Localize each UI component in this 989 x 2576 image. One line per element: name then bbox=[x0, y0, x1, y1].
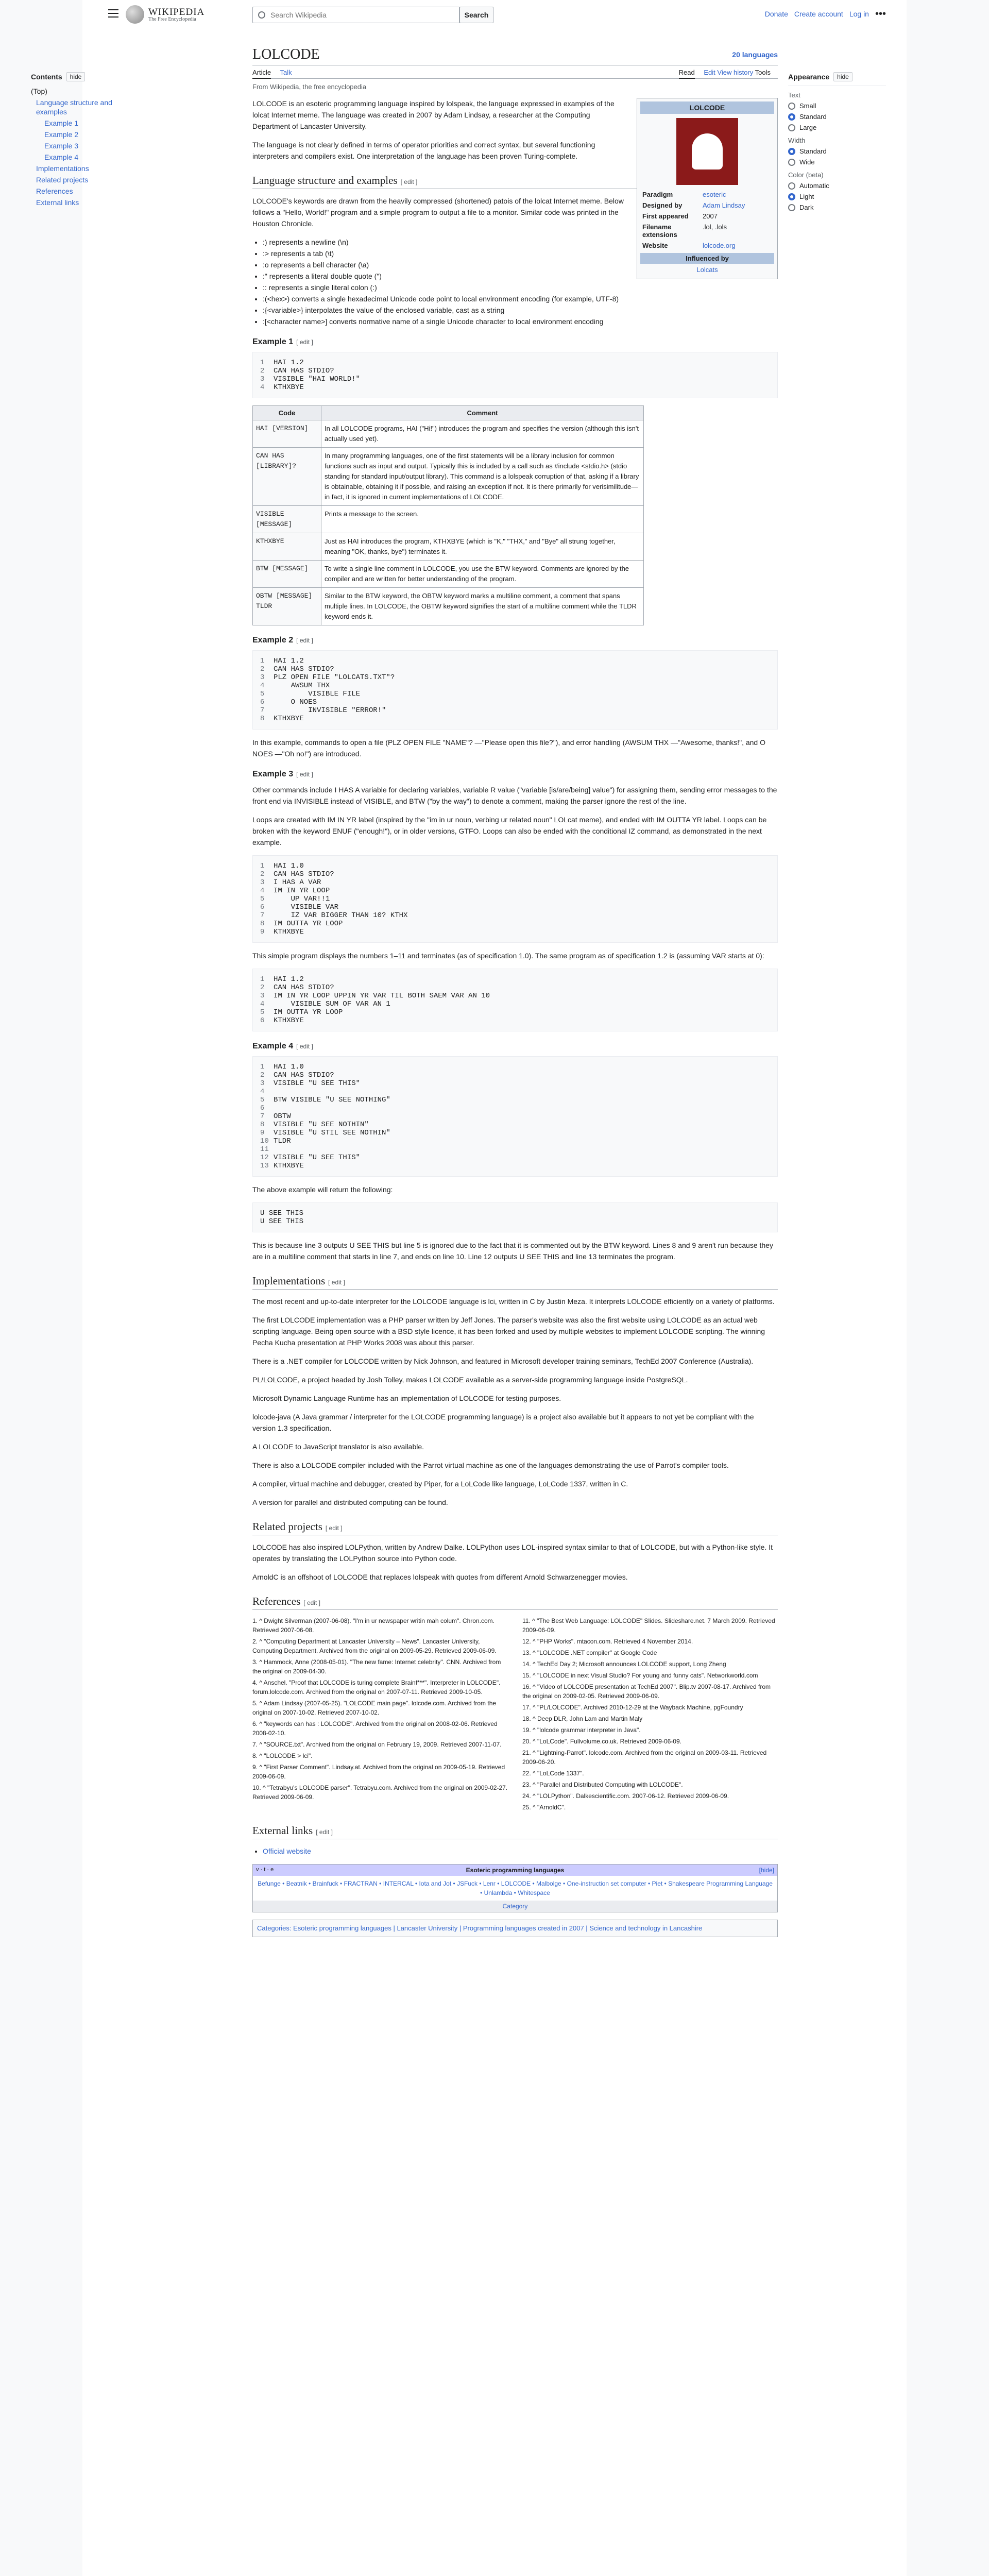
width-standard[interactable]: Standard bbox=[788, 147, 886, 155]
code-line: 2 CAN HAS STDIO? bbox=[260, 367, 334, 375]
login-link[interactable]: Log in bbox=[849, 10, 869, 18]
navbox-links[interactable]: Befunge • Beatnik • Brainfuck • FRACTRAN • INTERCAL • Iota and Jot • JSFuck • Lenr • LOLCODE • Malbolge • One-instruction set computer • Piet • Shakespeare Programming Language • Unlambda • Whitespace bbox=[258, 1880, 773, 1896]
toc-item[interactable]: Related projects bbox=[36, 176, 89, 184]
reference-item: 24. ^ "LOLPython". Dalkescientific.com. 2007-06-12. Retrieved 2009-06-09. bbox=[522, 1792, 729, 1800]
search-icon bbox=[258, 11, 265, 19]
create-account-link[interactable]: Create account bbox=[794, 10, 843, 18]
edit-link[interactable]: [ edit ] bbox=[316, 1828, 333, 1836]
list-item: • :: represents a single literal colon (:) bbox=[263, 282, 778, 293]
edit-link[interactable]: [ edit ] bbox=[296, 771, 313, 778]
reference-item: 18. ^ Deep DLR, John Lam and Martin Maly bbox=[522, 1715, 643, 1722]
more-options-icon[interactable]: ••• bbox=[875, 8, 886, 20]
impl-paragraph: There is a .NET compiler for LOLCODE written by Nick Johnson, and featured in Microsoft developer training seminars, TechEd 2007 Conference (Australia). bbox=[252, 1357, 754, 1365]
navbox-hide-button[interactable]: [hide] bbox=[759, 1867, 774, 1874]
infobox-row: Designed by Adam Lindsay bbox=[642, 201, 745, 209]
subsection-heading: Example 4 [ edit ] bbox=[252, 1042, 313, 1050]
section-heading: External links [ edit ] bbox=[252, 1824, 778, 1839]
reference-item: 6. ^ "keywords can has : LOLCODE". Archived from the original on 2008-02-06. Retrieved 2008-02-10. bbox=[252, 1720, 498, 1737]
code-line: 1 HAI 1.2 bbox=[260, 359, 304, 367]
toc-item[interactable]: Example 4 bbox=[44, 153, 79, 161]
code-line: 5 IM OUTTA YR LOOP bbox=[260, 1008, 343, 1016]
related-paragraph: LOLCODE has also inspired LOLPython, written by Andrew Dalke. LOLPython uses LOL-inspired syntax similar to that of LOLCODE, but with a Python-like style. It operates by translating the LOLPython source into Python code. bbox=[252, 1543, 773, 1563]
section-heading: Language structure and examples [ edit ] bbox=[252, 174, 778, 189]
code-line: 8 VISIBLE "U SEE NOTHIN" bbox=[260, 1121, 369, 1129]
navbox bbox=[252, 1864, 778, 1912]
infobox-row: First appeared 2007 bbox=[642, 212, 718, 220]
tab-article[interactable]: Article bbox=[252, 69, 271, 79]
output-block bbox=[252, 1202, 778, 1232]
toc-item[interactable]: References bbox=[36, 187, 73, 195]
code-line: 6 VISIBLE VAR bbox=[260, 903, 339, 911]
code-line: 8 IM OUTTA YR LOOP bbox=[260, 920, 343, 928]
infobox-row: Website lolcode.org bbox=[642, 242, 736, 249]
toc-item[interactable]: (Top) bbox=[31, 87, 47, 95]
code-line: 4 IM IN YR LOOP bbox=[260, 887, 330, 895]
tab-edit[interactable]: Edit bbox=[704, 69, 715, 76]
toc-item[interactable]: Example 2 bbox=[44, 130, 79, 139]
color-label: Color (beta) bbox=[788, 171, 824, 179]
code-line: 2 CAN HAS STDIO? bbox=[260, 665, 334, 673]
code-line: 5 UP VAR!!1 bbox=[260, 895, 330, 903]
reference-item: 22. ^ "LoLCode 1337". bbox=[522, 1770, 584, 1777]
subsection-heading: Example 1 [ edit ] bbox=[252, 337, 313, 346]
code-line: 12 VISIBLE "U SEE THIS" bbox=[260, 1154, 361, 1162]
section-heading: Implementations [ edit ] bbox=[252, 1275, 778, 1290]
example4-paragraph: The above example will return the following: bbox=[252, 1185, 393, 1194]
site-header bbox=[82, 0, 907, 29]
example4-paragraph: This is because line 3 outputs U SEE THIS but line 5 is ignored due to the fact that it is commented out by the BTW keyword. Lines 8 and 9 aren't run because they are in a multiline comment that starts in line 7, and ends on line 10. Line 12 outputs U SEE THIS and line 13 terminates the program. bbox=[252, 1241, 773, 1261]
article-content bbox=[252, 46, 778, 1937]
table-of-contents bbox=[31, 72, 118, 209]
reference-list bbox=[252, 1616, 778, 1812]
color-dark[interactable]: Dark bbox=[788, 204, 886, 211]
donate-link[interactable]: Donate bbox=[764, 10, 788, 18]
code-line: 6 KTHXBYE bbox=[260, 1016, 304, 1025]
official-website-link[interactable]: Official website bbox=[263, 1847, 311, 1855]
tab-talk[interactable]: Talk bbox=[280, 69, 292, 76]
code-line: 1 HAI 1.0 bbox=[260, 862, 304, 870]
structure-paragraph: LOLCODE's keywords are drawn from the heavily compressed (shortened) patois of the lolcat Internet meme. Below follows a "Hello, World!" program and a simple program to output a file to a monitor. Similar code was printed in the Houston Chronicle. bbox=[252, 197, 624, 228]
code-line: 10 TLDR bbox=[260, 1137, 291, 1145]
search-input[interactable] bbox=[269, 10, 459, 20]
edit-link[interactable]: [ edit ] bbox=[296, 637, 313, 644]
infobox bbox=[637, 98, 778, 279]
reference-item: 14. ^ TechEd Day 2; Microsoft announces LOLCODE support, Long Zheng bbox=[522, 1660, 726, 1668]
reference-item: 4. ^ Anschel. "Proof that LOLCODE is turing complete Brainf***". Interpreter in LOLCODE". forum.lolcode.com. Archived from the original on 2007-07-11. Retrieved 2009-10-05. bbox=[252, 1679, 501, 1696]
language-selector[interactable]: 20 languages bbox=[732, 50, 778, 59]
code-line: 8 KTHXBYE bbox=[260, 715, 304, 723]
reference-item: 20. ^ "LoLCode". Fullvolume.co.uk. Retrieved 2009-06-09. bbox=[522, 1738, 681, 1745]
edit-link[interactable]: [ edit ] bbox=[296, 338, 313, 346]
edit-link[interactable]: [ edit ] bbox=[296, 1043, 313, 1050]
search-button[interactable]: Search bbox=[459, 7, 493, 23]
code-line: 11 bbox=[260, 1145, 269, 1154]
impl-paragraph: The first LOLCODE implementation was a PHP parser written by Jeff Jones. The parser's website was also the first website using LOLCODE as an actual web scripting language. Being open source with a BSD style licence, it has been forked and used by multiple websites to implement LOLCODE scripting. The winning Pecha Kucha presentation at PHP Works 2008 was about this parser. bbox=[252, 1316, 765, 1347]
width-wide[interactable]: Wide bbox=[788, 158, 886, 166]
code-line: 1 HAI 1.2 bbox=[260, 657, 304, 665]
code-line: 7 IZ VAR BIGGER THAN 10? KTHX bbox=[260, 911, 408, 920]
text-size-large[interactable]: Large bbox=[788, 124, 886, 131]
code-block bbox=[252, 1056, 778, 1177]
table-row: BTW [MESSAGE] To write a single line comment in LOLCODE, you use the BTW keyword. Comments are ignored by the compiler and are written for better understanding of the program. bbox=[253, 561, 644, 588]
appearance-hide-button[interactable]: hide bbox=[833, 72, 852, 81]
toc-item[interactable]: External links bbox=[36, 198, 79, 207]
impl-paragraph: The most recent and up-to-date interpreter for the LOLCODE language is lci, written in C by Justin Meza. It interprets LOLCODE efficiently on a variety of platforms. bbox=[252, 1297, 775, 1306]
user-tools bbox=[765, 10, 886, 18]
list-item: • :" represents a literal double quote (") bbox=[263, 270, 778, 282]
navbox-vte[interactable]: v · t · e bbox=[256, 1867, 274, 1873]
code-line: 1 HAI 1.0 bbox=[260, 1063, 304, 1071]
code-line: 7 INVISIBLE "ERROR!" bbox=[260, 706, 386, 715]
appearance-panel bbox=[788, 72, 886, 214]
reference-item: 5. ^ Adam Lindsay (2007-05-25). "LOLCODE main page". lolcode.com. Archived from the original on 2007-10-02. Retrieved 2007-10-02. bbox=[252, 1700, 497, 1716]
list-item: • :[<character name>] converts normative name of a single Unicode character to local environment encoding bbox=[263, 316, 778, 327]
tab-tools[interactable]: Tools bbox=[755, 69, 771, 76]
reference-item: 16. ^ "Video of LOLCODE presentation at TechEd 2007". Blip.tv 2007-08-17. Archived from the original on 2009-02-05. Retrieved 2009-06-09. bbox=[522, 1683, 771, 1700]
related-paragraph: ArnoldC is an offshoot of LOLCODE that replaces lolspeak with quotes from different Arnold Schwarzenegger movies. bbox=[252, 1573, 628, 1581]
reference-item: 21. ^ "Lightning-Parrot". lolcode.com. Archived from the original on 2009-03-11. Retrieved 2009-06-20. bbox=[522, 1749, 767, 1766]
reference-item: 19. ^ "lolcode grammar interpreter in Java". bbox=[522, 1726, 641, 1734]
reference-item: 12. ^ "PHP Works". mtacon.com. Retrieved 4 November 2014. bbox=[522, 1638, 693, 1645]
reference-item: 23. ^ "Parallel and Distributed Computing with LOLCODE". bbox=[522, 1781, 683, 1788]
globe-icon bbox=[126, 5, 144, 24]
reference-item: 11. ^ "The Best Web Language: LOLCODE" Slides. Slideshare.net. 7 March 2009. Retrieved 2009-06-09. bbox=[522, 1617, 775, 1634]
example2-paragraph: In this example, commands to open a file (PLZ OPEN FILE "NAME"? —"Please open this file?"), and error handling (AWSUM THX —"Awesome, thanks!", and O NOES —"Oh no!") are introduced. bbox=[252, 738, 765, 758]
code-line: U SEE THIS bbox=[260, 1209, 304, 1217]
reference-item: 1. ^ Dwight Silverman (2007-06-08). "I'm in ur newspaper writin mah colum". Chron.com. Retrieved 2007-06-08. bbox=[252, 1617, 494, 1634]
infobox-row: Filename extensions .lol, .lols bbox=[642, 223, 727, 239]
example3-paragraph: Loops are created with IM IN YR label (inspired by the "im in ur noun, verbing ur related noun" LOLcat meme), and ended with IM OUTTA YR label. Loops can be broken with the keyword ENUF ("enough!"), or in older versions, GTFO. Loops can also be ended with the conditional IZ command, as demonstrated in the next example. bbox=[252, 816, 767, 846]
toc-item[interactable]: Implementations bbox=[36, 164, 89, 173]
example3-paragraph: This simple program displays the numbers 1–11 and terminates (as of specification 1.0). The same program as of specification 1.2 is (assuming VAR starts at 0): bbox=[252, 952, 764, 960]
infobox-row: Paradigm esoteric bbox=[642, 191, 726, 198]
toc-hide-button[interactable]: hide bbox=[66, 72, 86, 81]
impl-paragraph: A LOLCODE to JavaScript translator is also available. bbox=[252, 1443, 424, 1451]
table-row: CAN HAS [LIBRARY]? In many programming languages, one of the first statements will be a library inclusion for common functions such as input and output. Typically this is included by a call such as #include <stdio.h> (stdio standing for standard input/output library). This command is a lolspeak corruption of that, asking if a library is obtainable, obtaining it if possible, and raising an exception if not. It is there primarily for verisimilitude—in fact, it is ignored in current implementations of LOLCODE. bbox=[253, 448, 644, 506]
reference-item: 13. ^ "LOLCODE .NET compiler" at Google Code bbox=[522, 1649, 657, 1656]
tab-read[interactable]: Read bbox=[679, 69, 695, 79]
page-tabs bbox=[252, 69, 778, 79]
search-box[interactable] bbox=[252, 7, 459, 23]
color-light[interactable]: Light bbox=[788, 193, 886, 200]
code-line: 2 CAN HAS STDIO? bbox=[260, 1071, 334, 1079]
appearance-title: Appearance bbox=[788, 73, 830, 81]
code-table: Code Comment HAI [VERSION] In all LOLCODE programs, HAI ("Hi!") introduces the program and specifies the version (although this isn't actually used yet). CAN HAS [LIBRARY]? In many programming languages, one of the first statements will be a library inclusion for common functions such as input and output. Typically this is included by a call such as #include <stdio.h> (stdio standing for standard input/output library). This command is a lolspeak corruption of that, asking if a library is obtainable, obtaining it if possible, and raising an exception if not. It is there primarily for verisimilitude—in fact, it is ignored in current implementations of LOLCODE. VISIBLE [MESSAGE] Prints a message to the screen. KTHXBYE Just as HAI introduces the program, KTHXBYE (which is "K," "THX," and "Bye" all strung together, meaning "OK, thanks, bye") terminates it. BTW [MESSAGE] To write a single line comment in LOLCODE, you use the BTW keyword. Comments are ignored by the compiler and are written for better understanding of the program. OBTW [MESSAGE] TLDR Similar to the BTW keyword, the OBTW keyword marks a multiline comment, a comment that spans multiple lines. In LOLCODE, the OBTW keyword signifies the start of a multiline comment while the TLDR keyword ends it. bbox=[252, 405, 644, 625]
logo-image bbox=[676, 118, 738, 185]
code-line: 2 CAN HAS STDIO? bbox=[260, 984, 334, 992]
text-size-standard[interactable]: Standard bbox=[788, 113, 886, 121]
code-line: 3 VISIBLE "U SEE THIS" bbox=[260, 1079, 361, 1088]
reference-item: 2. ^ "Computing Department at Lancaster University – News". Lancaster University, Computing Department. Archived from the original on 2009-05-29. Retrieved 2009-06-09. bbox=[252, 1638, 497, 1654]
code-line: 1 HAI 1.2 bbox=[260, 975, 304, 984]
reference-item: 15. ^ "LOLCODE in next Visual Studio? For young and funny cats". Networkworld.com bbox=[522, 1672, 758, 1679]
code-line: 9 KTHXBYE bbox=[260, 928, 304, 936]
code-line: 6 O NOES bbox=[260, 698, 317, 706]
impl-paragraph: Microsoft Dynamic Language Runtime has an implementation of LOLCODE for testing purposes. bbox=[252, 1394, 561, 1402]
navbox-category[interactable]: Category bbox=[253, 1901, 777, 1912]
code-line: 4 bbox=[260, 1088, 265, 1096]
list-item: • :> represents a tab (\t) bbox=[263, 248, 778, 259]
wikipedia-logo[interactable] bbox=[126, 5, 204, 24]
code-line: 13 KTHXBYE bbox=[260, 1162, 304, 1170]
code-block bbox=[252, 855, 778, 943]
reference-item: 8. ^ "LOLCODE > lci". bbox=[252, 1752, 313, 1759]
code-block bbox=[252, 650, 778, 730]
category-links[interactable]: Categories: Esoteric programming languages | Lancaster University | Programming languages created in 2007 | Science and technology in Lancashire bbox=[252, 1920, 778, 1937]
toc-item[interactable]: Language structure and examples bbox=[36, 98, 112, 116]
impl-paragraph: A compiler, virtual machine and debugger, created by Piper, for a LoLCode like language, LoLCode 1337, written in C. bbox=[252, 1480, 628, 1488]
text-size-small[interactable]: Small bbox=[788, 102, 886, 110]
intro-paragraph: The language is not clearly defined in terms of operator priorities and correct syntax, but several functioning interpreters and compilers exist. One interpretation of the language has been proven Turing-complete. bbox=[252, 141, 595, 160]
edit-link[interactable]: [ edit ] bbox=[400, 178, 418, 185]
section-heading: Related projects [ edit ] bbox=[252, 1520, 778, 1535]
toc-title: Contents bbox=[31, 73, 62, 81]
subsection-heading: Example 2 [ edit ] bbox=[252, 636, 313, 645]
code-line: 3 VISIBLE "HAI WORLD!" bbox=[260, 375, 361, 383]
reference-item: 25. ^ "ArnoldC". bbox=[522, 1804, 566, 1811]
width-label: Width bbox=[788, 137, 806, 144]
influenced-by-label: Influenced by bbox=[640, 253, 774, 264]
code-line: 3 I HAS A VAR bbox=[260, 878, 321, 887]
reference-item: 10. ^ "Tetrabyu's LOLCODE parser". Tetrabyu.com. Archived from the original on 2009-02-27. Retrieved 2009-06-09. bbox=[252, 1784, 508, 1801]
code-line: 9 VISIBLE "U STIL SEE NOTHIN" bbox=[260, 1129, 390, 1137]
page-title: LOLCODE bbox=[252, 46, 778, 65]
tab-history[interactable]: View history bbox=[717, 69, 754, 76]
edit-link[interactable]: [ edit ] bbox=[328, 1279, 345, 1286]
list-item: • :) represents a newline (\n) bbox=[263, 236, 778, 248]
list-item: • :(<hex>) converts a single hexadecimal Unicode code point to local environment encoding (for example, UTF-8) bbox=[263, 293, 778, 304]
edit-link[interactable]: [ edit ] bbox=[303, 1599, 320, 1606]
code-block bbox=[252, 969, 778, 1031]
section-heading: References [ edit ] bbox=[252, 1595, 778, 1610]
logo-subtitle: The Free Encyclopedia bbox=[148, 16, 196, 22]
impl-paragraph: There is also a LOLCODE compiler included with the Parrot virtual machine as one of the languages demonstrating the use of Parrot's compiler tools. bbox=[252, 1461, 729, 1469]
intro-paragraph: LOLCODE is an esoteric programming language inspired by lolspeak, the language expressed in examples of the lolcat Internet meme. The language was created in 2007 by Adam Lindsay, a researcher at the Computing Department of Lancaster University. bbox=[252, 99, 615, 130]
from-note: From Wikipedia, the free encyclopedia bbox=[252, 83, 367, 91]
list-item: • :o represents a bell character (\a) bbox=[263, 259, 778, 270]
menu-icon[interactable] bbox=[108, 9, 118, 18]
table-row: OBTW [MESSAGE] TLDR Similar to the BTW keyword, the OBTW keyword marks a multiline comment, a comment that spans multiple lines. In LOLCODE, the OBTW keyword signifies the start of a multiline comment while the TLDR keyword ends it. bbox=[253, 588, 644, 625]
table-row: KTHXBYE Just as HAI introduces the program, KTHXBYE (which is "K," "THX," and "Bye" all strung together, meaning "OK, thanks, bye") terminates it. bbox=[253, 533, 644, 561]
impl-paragraph: PL/LOLCODE, a project headed by Josh Tolley, makes LOLCODE available as a server-side programming language inside PostgreSQL. bbox=[252, 1376, 688, 1384]
code-line: 4 KTHXBYE bbox=[260, 383, 304, 392]
infobox-title: LOLCODE bbox=[640, 101, 774, 114]
list-item: • :{<variable>} interpolates the value of the enclosed variable, cast as a string bbox=[263, 304, 778, 316]
toc-item[interactable]: Example 3 bbox=[44, 142, 79, 150]
code-line: 2 CAN HAS STDIO? bbox=[260, 870, 334, 878]
code-line: 3 PLZ OPEN FILE "LOLCATS.TXT"? bbox=[260, 673, 395, 682]
navbox-title[interactable]: Esoteric programming languages bbox=[466, 1867, 565, 1874]
reference-item: 7. ^ "SOURCE.txt". Archived from the original on February 19, 2009. Retrieved 2007-11-07. bbox=[252, 1741, 502, 1748]
code-line: 5 VISIBLE FILE bbox=[260, 690, 361, 698]
code-line: 7 OBTW bbox=[260, 1112, 291, 1121]
code-line: 6 bbox=[260, 1104, 265, 1112]
impl-paragraph: lolcode-java (A Java grammar / interpreter for the LOLCODE programming language) is a project also available but it appears to not yet be compliant with the version 1.3 specification. bbox=[252, 1413, 754, 1432]
color-automatic[interactable]: Automatic bbox=[788, 182, 886, 190]
reference-item: 3. ^ Hammock, Anne (2008-05-01). "The new fame: Internet celebrity". CNN. Archived from the original on 2009-04-30. bbox=[252, 1658, 501, 1675]
code-line: 4 AWSUM THX bbox=[260, 682, 330, 690]
table-row: VISIBLE [MESSAGE] Prints a message to the screen. bbox=[253, 506, 644, 533]
code-line: 4 VISIBLE SUM OF VAR AN 1 bbox=[260, 1000, 390, 1008]
influenced-by-value[interactable]: Lolcats bbox=[696, 266, 718, 274]
impl-paragraph: A version for parallel and distributed computing can be found. bbox=[252, 1498, 448, 1506]
table-row: HAI [VERSION] In all LOLCODE programs, HAI ("Hi!") introduces the program and specifies the version (although this isn't actually used yet). bbox=[253, 420, 644, 448]
reference-item: 17. ^ "PL/LOLCODE". Archived 2010-12-29 at the Wayback Machine, pgFoundry bbox=[522, 1704, 743, 1711]
toc-item[interactable]: Example 1 bbox=[44, 119, 79, 127]
text-size-label: Text bbox=[788, 91, 800, 99]
code-line: 3 IM IN YR LOOP UPPIN YR VAR TIL BOTH SAEM VAR AN 10 bbox=[260, 992, 490, 1000]
reference-item: 9. ^ "First Parser Comment". Lindsay.at. Archived from the original on 2009-05-19. Retrieved 2009-06-09. bbox=[252, 1764, 505, 1780]
logo-title: WIKIPEDIA bbox=[148, 6, 205, 18]
code-block bbox=[252, 352, 778, 398]
example3-paragraph: Other commands include I HAS A variable for declaring variables, variable R value ("variable [is/are/being] value") for assigning them, sending error messages to the front end via INVISIBLE instead of VISIBLE, and BTW ("by the way") to denote a comment, making the parser ignore the rest of the line. bbox=[252, 786, 777, 805]
code-line: 5 BTW VISIBLE "U SEE NOTHING" bbox=[260, 1096, 390, 1104]
subsection-heading: Example 3 [ edit ] bbox=[252, 770, 313, 778]
code-line: U SEE THIS bbox=[260, 1217, 304, 1226]
edit-link[interactable]: [ edit ] bbox=[325, 1524, 343, 1532]
